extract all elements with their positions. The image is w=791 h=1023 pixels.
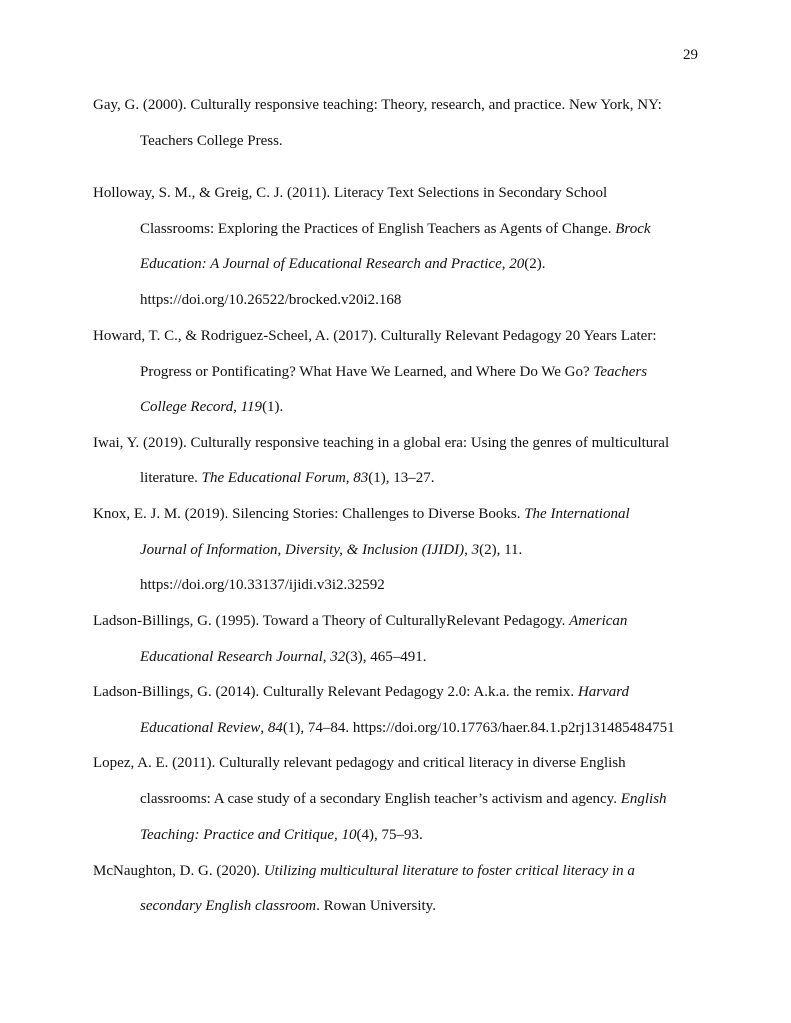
text: , (464, 542, 472, 558)
reference-line (140, 576, 385, 594)
text: Howard, T. C., & Rodriguez-Scheel, A. (2017). Culturally Relevant Pedagogy 20 Years Later: (93, 328, 657, 344)
text: Classrooms: Exploring the Practices of English Teachers as Agents of Change. (140, 221, 616, 237)
text: https://doi.org/10.33137/ijidi.v3i2.32592 (140, 577, 385, 593)
italic-text: secondary English classroom (140, 898, 317, 914)
italic-text: American (569, 613, 628, 629)
text: (2). (524, 256, 546, 272)
reference-line (140, 398, 283, 416)
text: https://doi.org/10.26522/brocked.v20i2.168 (140, 292, 402, 308)
text: Lopez, A. E. (2011). Culturally relevant pedagogy and critical literacy in diverse English (93, 755, 626, 771)
italic-text: 119 (240, 399, 263, 415)
reference-line (93, 683, 629, 701)
italic-text: 84 (267, 720, 283, 736)
reference-line (93, 434, 669, 452)
reference-line (140, 255, 546, 273)
text: classrooms: A case study of a secondary English teacher’s activism and agency. (140, 791, 621, 807)
text: , (233, 399, 241, 415)
text: . Rowan University. (316, 898, 436, 914)
reference-line (140, 291, 401, 309)
reference-line (93, 184, 607, 202)
reference-line (140, 541, 522, 559)
text: Holloway, S. M., & Greig, C. J. (2011). Literacy Text Selections in Secondary School (93, 185, 608, 201)
text: Knox, E. J. M. (2019). Silencing Stories: Challenges to Diverse Books. (93, 506, 525, 522)
text: , (260, 720, 268, 736)
reference-line (93, 505, 630, 523)
text: Iwai, Y. (2019). Culturally responsive teaching in a global era: Using the genres of multicultural (93, 435, 670, 451)
italic-text: 3 (471, 542, 480, 558)
text: Ladson-Billings, G. (2014). Culturally Relevant Pedagogy 2.0: A.k.a. the remix. (93, 684, 578, 700)
text: , (334, 827, 342, 843)
text: (1), 13–27. (368, 470, 435, 486)
reference-line (140, 220, 651, 238)
italic-text: Teachers (593, 364, 648, 380)
italic-text: Brock (615, 221, 651, 237)
italic-text: Harvard (577, 684, 630, 700)
reference-line (140, 363, 647, 381)
reference-line (93, 327, 657, 345)
text: Teachers College Press. (140, 133, 283, 149)
italic-text: 32 (330, 649, 346, 665)
text: Gay, G. (2000). Culturally responsive teaching: Theory, research, and practice. New York, NY: (93, 97, 662, 113)
italic-text: Journal of Information, Diversity, & Inclusion (IJIDI) (140, 542, 465, 558)
text: (4), 75–93. (356, 827, 423, 843)
reference-line (93, 862, 635, 880)
text: literature. (140, 470, 202, 486)
reference-line (93, 612, 627, 630)
text: , (345, 470, 354, 486)
text: , (322, 649, 331, 665)
text: Progress or Pontificating? What Have We Learned, and Where Do We Go? (140, 364, 594, 380)
text: , (501, 256, 510, 272)
reference-line (140, 648, 427, 666)
page-number: 29 (683, 47, 698, 63)
reference-line (140, 897, 436, 915)
italic-text: Teaching: Practice and Critique (140, 827, 335, 843)
italic-text: 10 (341, 827, 357, 843)
reference-line (140, 469, 435, 487)
italic-text: The International (524, 506, 630, 522)
italic-text: Educational Research Journal (140, 649, 323, 665)
italic-text: Educational Review (140, 720, 261, 736)
reference-line (93, 96, 662, 114)
text: (3), 465–491. (345, 649, 427, 665)
reference-line (140, 132, 283, 150)
italic-text: Utilizing multicultural literature to foster critical literacy in a (263, 863, 635, 879)
reference-line (140, 826, 423, 844)
text: (1), 74–84. https://doi.org/10.17763/haer.84.1.p2rj131485484751 (282, 720, 675, 736)
reference-line (93, 754, 626, 772)
reference-line (140, 790, 667, 808)
italic-text: 83 (353, 470, 369, 486)
italic-text: 20 (509, 256, 525, 272)
italic-text: English (620, 791, 667, 807)
italic-text: The Educational Forum (201, 470, 346, 486)
italic-text: Education: A Journal of Educational Research and Practice (140, 256, 502, 272)
reference-line (140, 719, 675, 737)
italic-text: College Record (140, 399, 234, 415)
text: Ladson-Billings, G. (1995). Toward a Theory of CulturallyRelevant Pedagogy. (93, 613, 570, 629)
text: (1). (262, 399, 284, 415)
text: (2), 11. (479, 542, 523, 558)
text: McNaughton, D. G. (2020). (93, 863, 264, 879)
